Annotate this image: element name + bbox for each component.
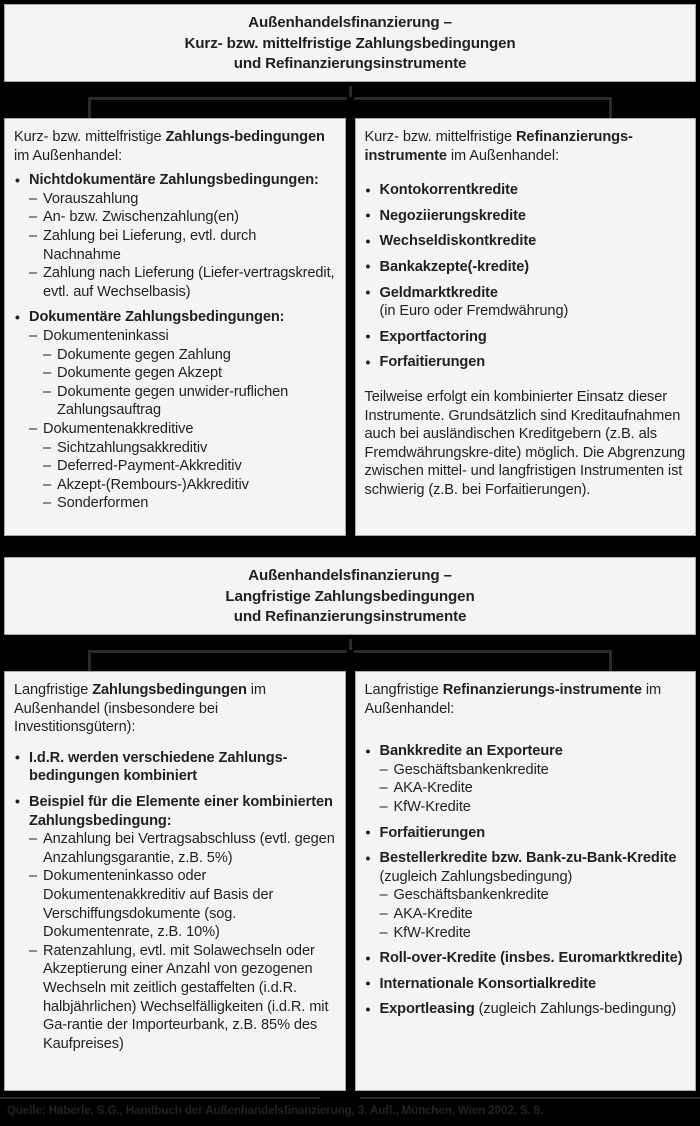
list-item: – Zahlung bei Lieferung, evtl. durch Nachnahme [29, 227, 336, 264]
section-1-title [4, 4, 696, 82]
title-line: Kurz- bzw. mittelfristige Zahlungsbedingungen [184, 34, 516, 52]
list-item: – AKA-Kredite [380, 779, 687, 798]
list-item: • Kontokorrentkredite [365, 181, 687, 200]
sub-sublist [29, 439, 336, 513]
list-item: – Dokumente gegen Zahlung [43, 346, 336, 365]
list-item: – Dokumenteninkasso oder Dokumentenakkreditiv auf Basis der Verschiffungsdokumente (sog. Dokumentenrate, z.B. 10%) [29, 867, 336, 941]
list-item: – Vorauszahlung [29, 190, 336, 209]
list-item: – An- bzw. Zwischenzahlung(en) [29, 208, 336, 227]
section-2-columns [4, 671, 696, 1091]
source-citation: Quelle: Häberle, S.G., Handbuch der Außenhandelsfinanzierung, 3. Aufl., München, Wien 2002, S. 8. [7, 1104, 544, 1117]
bullet-bold: Exportleasing [379, 1001, 475, 1018]
section-2-right-list [365, 742, 687, 1019]
connector-leg-left [88, 650, 91, 671]
sublist [29, 420, 336, 439]
group-label: Nichtdokumentäre Zahlungsbedingungen: [29, 172, 319, 189]
list-item: – Dokumente gegen unwider-ruflichen Zahlungsauftrag [43, 383, 336, 420]
list-item: – Anzahlung bei Vertragsabschluss (evtl. gegen Anzahlungsgarantie, z.B. 5%) [29, 830, 336, 867]
title-line: und Refinanzierungsinstrumente [233, 55, 467, 72]
list-item: – Sonderformen [43, 494, 336, 513]
section-1-right-column [355, 118, 697, 536]
source-band [0, 1095, 700, 1126]
bullet-bold: Bankkredite an Exporteure [379, 743, 563, 760]
title-line: Außenhandelsfinanzierung – [248, 14, 452, 31]
section-2-left-list [14, 749, 336, 1054]
title-line: Außenhandelsfinanzierung – [248, 567, 452, 584]
list-item: • Exportfactoring [365, 328, 687, 347]
list-item: – Akzept-(Rembours-)Akkreditiv [43, 476, 336, 495]
list-item: • Roll-over-Kredite (insbes. Euromarktkredite) [365, 949, 687, 968]
section-1-left-list [14, 171, 336, 513]
sublist [29, 190, 336, 302]
section-1-right-note: Teilweise erfolgt ein kombinierter Einsatz dieser Instrumente. Grundsätzlich sind Kreditaufnahmen auch bei ausländischen Kreditgebern (z.B. als Fremdwährungskre-dite) möglich. Die Abgrenzung zwischen mittel- und langfristigen Instrumenten ist schwierig (z.B. bei Forfaitierungen). [364, 388, 686, 498]
list-item: • I.d.R. werden verschiedene Zahlungs-bedingungen kombiniert [14, 749, 336, 786]
list-item: • Wechseldiskontkredite [365, 232, 687, 251]
title-line: und Refinanzierungsinstrumente [233, 608, 467, 625]
list-item: – Zahlung nach Lieferung (Liefer-vertragskredit, evtl. auf Wechselbasis) [29, 264, 336, 301]
list-item: • Internationale Konsortialkredite [365, 975, 687, 994]
section-2-connector [0, 639, 700, 671]
intro-pre: Kurz- bzw. mittelfristige [14, 129, 166, 145]
sublist [29, 830, 336, 1053]
list-item [365, 284, 687, 321]
section-2-left-intro [14, 681, 336, 737]
section-1-right-list [365, 181, 687, 372]
bullet-bold: Geldmarktkredite [379, 284, 498, 301]
intro-pre: Kurz- bzw. mittelfristige [364, 129, 516, 145]
intro-post: im Außenhandel: [446, 147, 559, 164]
list-item [14, 793, 336, 1053]
intro-post: im Außenhandel: [364, 682, 662, 717]
list-item: – Dokumente gegen Akzept [43, 364, 336, 383]
list-item: – Deferred-Payment-Akkreditiv [43, 457, 336, 476]
connector-stem-bottom [347, 97, 354, 118]
sublist [380, 886, 687, 942]
connector-leg-right [609, 97, 612, 118]
list-item [14, 308, 336, 513]
connector-leg-left [88, 97, 91, 118]
list-item: • Forfaitierungen [365, 824, 687, 843]
group-label: Dokumentäre Zahlungsbedingungen: [29, 309, 285, 326]
list-item: – Geschäftsbankenkredite [380, 761, 687, 780]
list-item: – Dokumentenakkreditive [29, 420, 336, 439]
list-item: – KfW-Kredite [380, 924, 687, 943]
sub-sublist [29, 346, 336, 420]
list-item: – Ratenzahlung, evtl. mit Solawechseln oder Akzeptierung einer Anzahl von gezogenen Wechseln mit zeitlich gestaffelten (i.d.R. halbjährlichen) Wechselfälligkeiten (i.d.R. mit Ga-rantie der Importeurbank, z.B. 85% des Kaufpreises) [29, 942, 336, 1054]
section-1-connector [0, 86, 700, 118]
connector-stem-top [349, 86, 352, 97]
list-item [365, 849, 687, 942]
list-item: – KfW-Kredite [380, 798, 687, 817]
title-line: Langfristige Zahlungsbedingungen [225, 587, 475, 605]
intro-pre: Langfristige [14, 682, 93, 698]
list-item [365, 742, 687, 816]
list-item: – Geschäftsbankenkredite [380, 886, 687, 905]
sublist [380, 761, 687, 817]
list-item: – Dokumenteninkassi [29, 327, 336, 346]
bullet-regular: (in Euro oder Fremdwährung) [379, 303, 569, 320]
section-1-right-intro [365, 128, 687, 165]
connector-leg-right [609, 650, 612, 671]
list-item [14, 171, 336, 301]
intro-bold: Zahlungsbedingungen [92, 682, 247, 698]
section-1-left-intro [14, 128, 336, 165]
list-item: • Negoziierungskredite [365, 207, 687, 226]
bullet-regular: (zugleich Zahlungs-bedingung) [474, 1001, 677, 1018]
intro-pre: Langfristige [364, 682, 443, 698]
intro-post: im Außenhandel (insbesondere bei Investitionsgütern): [14, 682, 266, 736]
section-1-left-column [4, 118, 346, 536]
source-rule-right [360, 1097, 700, 1099]
section-2-right-column [355, 671, 697, 1091]
connector-stem-top [349, 639, 352, 650]
list-item: – Sichtzahlungsakkreditiv [43, 439, 336, 458]
intro-bold: Refinanzierungs-instrumente [364, 129, 633, 164]
section-2-title [4, 557, 696, 635]
connector-stem-bottom [347, 650, 354, 671]
section-1-columns [4, 118, 696, 536]
section-2-right-intro [365, 681, 687, 718]
source-rule-left [0, 1097, 320, 1099]
intro-post: im Außenhandel: [14, 147, 123, 164]
section-2-left-column [4, 671, 346, 1091]
bullet-bold: Bestellerkredite bzw. Bank-zu-Bank-Kredite [379, 850, 677, 867]
list-item [365, 1000, 687, 1019]
intro-bold: Refinanzierungs-instrumente [442, 682, 642, 698]
intro-bold: Zahlungs-bedingungen [165, 129, 325, 145]
list-item: • Bankakzepte(-kredite) [365, 258, 687, 277]
bullet-regular: (zugleich Zahlungsbedingung) [379, 868, 573, 885]
list-item: • Forfaitierungen [365, 353, 687, 372]
list-item: – AKA-Kredite [380, 905, 687, 924]
bullet-bold: Beispiel für die Elemente einer kombinierten Zahlungsbedingung: [29, 793, 333, 829]
sublist [29, 327, 336, 346]
